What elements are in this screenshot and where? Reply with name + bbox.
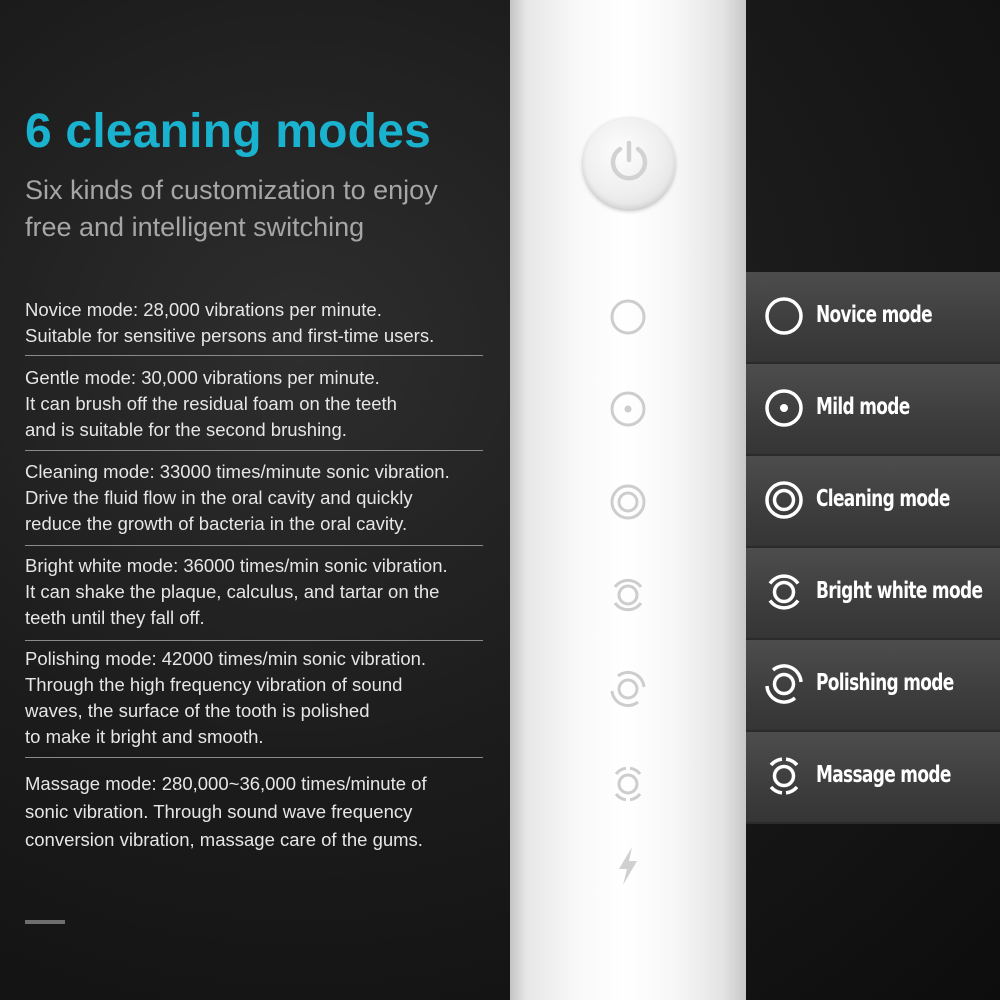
power-button[interactable] <box>583 117 675 209</box>
headline: 6 cleaning modes <box>25 105 431 158</box>
description-line: reduce the growth of bacteria in the oral cavity. <box>25 513 408 534</box>
description-line: Cleaning mode: 33000 times/minute sonic vibration. <box>25 461 450 482</box>
mode-panel-novice <box>746 272 1000 364</box>
description-line: It can shake the plaque, calculus, and tartar on the <box>25 581 440 602</box>
description-line: to make it bright and smooth. <box>25 726 264 747</box>
mode-panel-bright-white <box>746 548 1000 640</box>
description-line: and is suitable for the second brushing. <box>25 419 347 440</box>
mode-description-bright-white <box>25 553 510 631</box>
massage-mode-icon <box>608 764 648 804</box>
description-line: Through the high frequency vibration of sound <box>25 674 403 695</box>
mode-label: Cleaning mode <box>816 486 950 512</box>
mode-description-cleaning <box>25 459 510 537</box>
divider <box>25 355 483 356</box>
description-line: teeth until they fall off. <box>25 607 205 628</box>
subheadline-line-1: Six kinds of customization to enjoy <box>25 175 438 205</box>
mode-panel-mild <box>746 364 1000 456</box>
mode-description-gentle <box>25 365 510 443</box>
power-icon <box>607 139 651 185</box>
description-line: conversion vibration, massage care of the gums. <box>25 829 423 850</box>
mode-panel-polishing <box>746 640 1000 732</box>
polishing-mode-icon <box>608 669 648 709</box>
bright-white-mode-icon <box>763 571 805 613</box>
description-line: Novice mode: 28,000 vibrations per minute. <box>25 299 382 320</box>
polishing-mode-icon <box>763 663 805 705</box>
mode-label: Bright white mode <box>816 578 983 604</box>
description-line: waves, the surface of the tooth is polished <box>25 700 370 721</box>
description-line: Bright white mode: 36000 times/min sonic vibration. <box>25 555 448 576</box>
divider <box>25 757 483 758</box>
mode-description-massage <box>25 770 510 854</box>
cleaning-mode-icon <box>608 482 648 522</box>
divider <box>25 450 483 451</box>
massage-mode-icon <box>763 755 805 797</box>
divider <box>25 545 483 546</box>
subheadline-line-2: free and intelligent switching <box>25 212 365 242</box>
subheadline <box>25 172 505 246</box>
mode-panel-massage <box>746 732 1000 824</box>
lightning-bolt-icon <box>614 845 642 887</box>
bright-white-mode-icon <box>608 575 648 615</box>
mode-description-polishing <box>25 646 510 750</box>
mode-label: Novice mode <box>816 302 932 328</box>
decorative-dash <box>25 920 65 924</box>
divider <box>25 640 483 641</box>
description-line: Gentle mode: 30,000 vibrations per minute. <box>25 367 380 388</box>
mode-label: Polishing mode <box>816 670 954 696</box>
mode-description-novice <box>25 297 510 349</box>
mode-label: Mild mode <box>816 394 910 420</box>
description-line: It can brush off the residual foam on the teeth <box>25 393 397 414</box>
description-line: Suitable for sensitive persons and first-time users. <box>25 325 435 346</box>
mild-mode-icon <box>763 387 805 429</box>
mode-panel-cleaning <box>746 456 1000 548</box>
cleaning-mode-icon <box>763 479 805 521</box>
mild-mode-icon <box>608 389 648 429</box>
description-line: Massage mode: 280,000~36,000 times/minute of <box>25 773 427 794</box>
mode-label: Massage mode <box>816 762 951 788</box>
description-line: Drive the fluid flow in the oral cavity and quickly <box>25 487 413 508</box>
description-line: sonic vibration. Through sound wave frequency <box>25 801 413 822</box>
description-line: Polishing mode: 42000 times/min sonic vibration. <box>25 648 427 669</box>
novice-mode-icon <box>608 297 648 337</box>
novice-mode-icon <box>763 295 805 337</box>
